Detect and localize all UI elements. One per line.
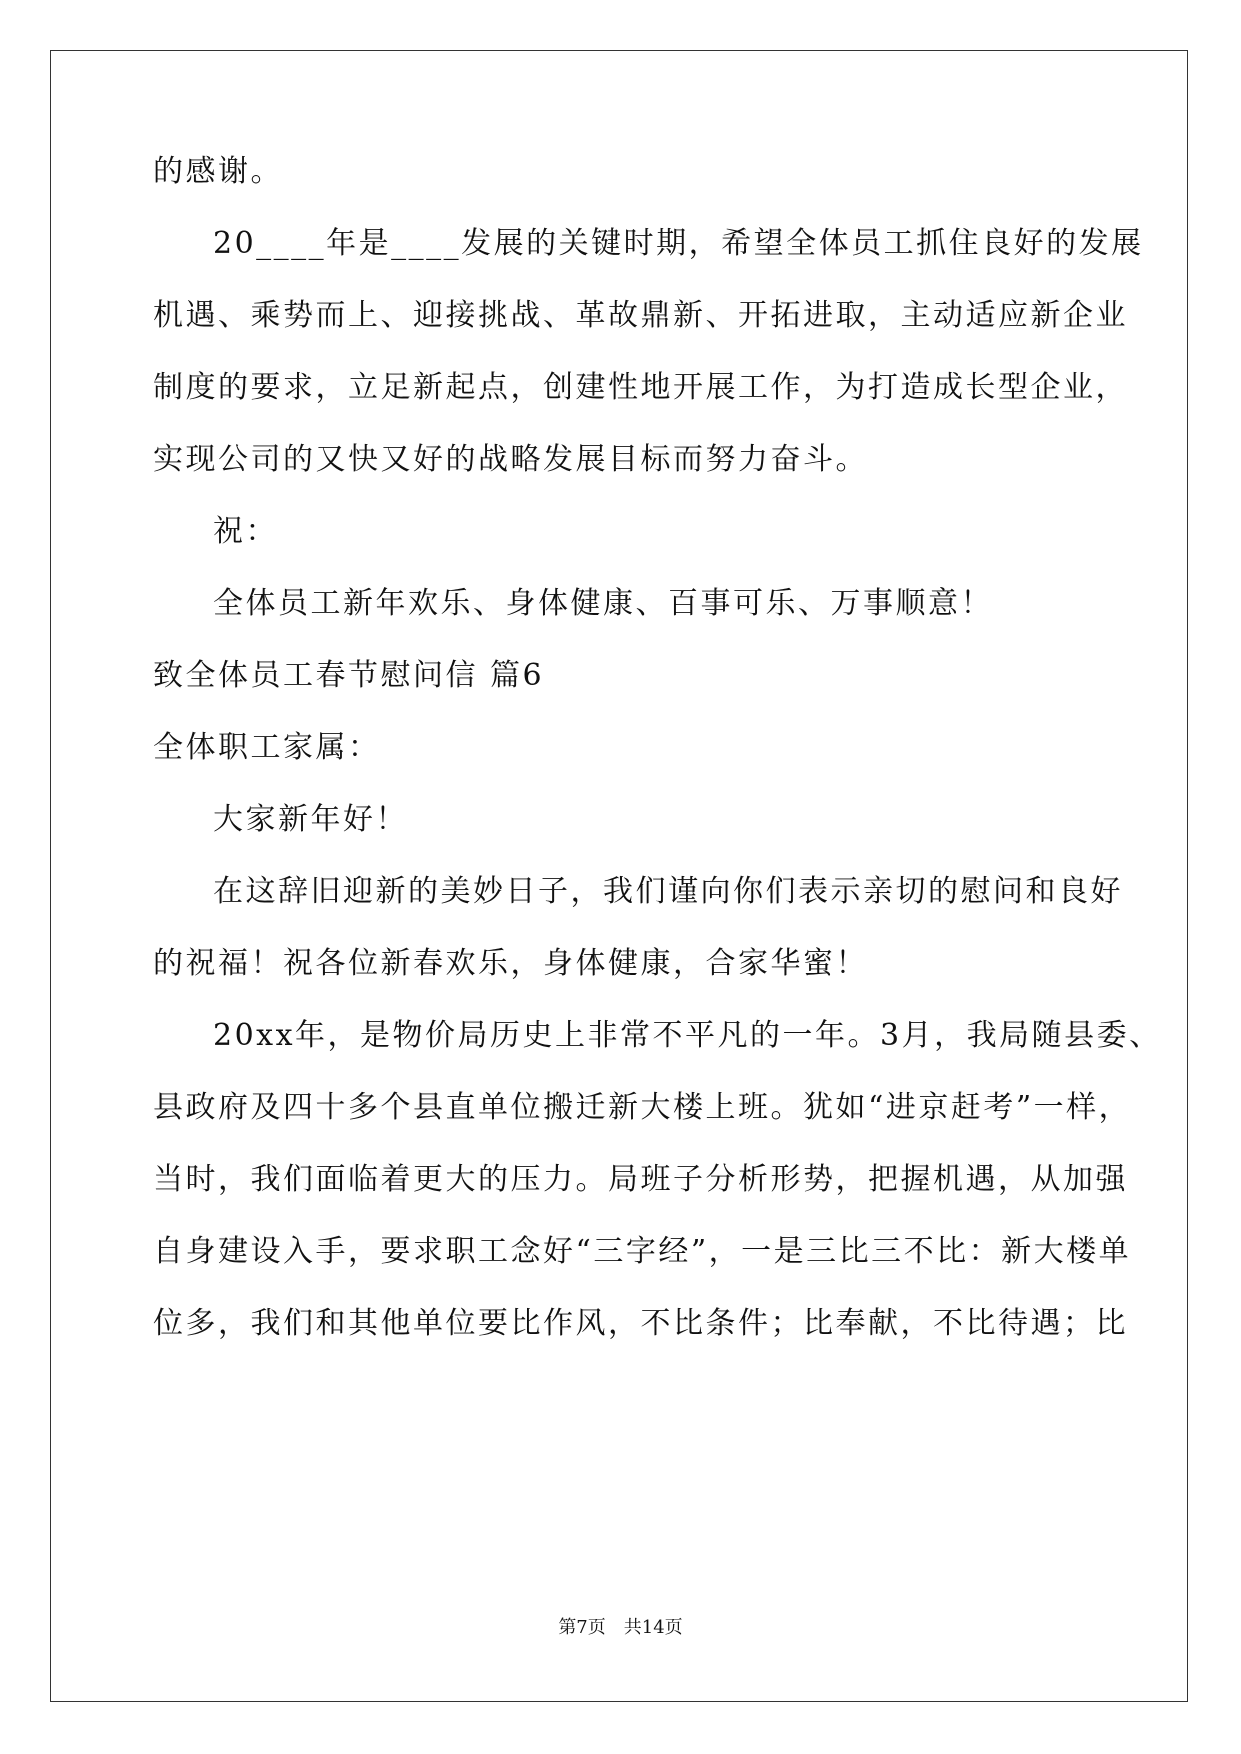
text-line: 全体员工新年欢乐、身体健康、百事可乐、万事顺意！	[213, 586, 993, 621]
text-line: 20xx年，是物价局历史上非常不平凡的一年。3月，我局随县委、	[213, 1018, 1162, 1053]
salutation: 全体职工家属：	[153, 730, 381, 765]
text-line: 当时，我们面临着更大的压力。局班子分析形势，把握机遇，从加强	[153, 1162, 1128, 1197]
text-line: 实现公司的又快又好的战略发展目标而努力奋斗。	[153, 442, 868, 477]
text-line: 20____年是____发展的关键时期，希望全体员工抓住良好的发展	[213, 226, 1144, 261]
text-line: 位多，我们和其他单位要比作风，不比条件；比奉献，不比待遇；比	[153, 1306, 1128, 1341]
text-line: 机遇、乘势而上、迎接挑战、革故鼎新、开拓进取，主动适应新企业	[153, 298, 1128, 333]
page-number: 第7页 共14页	[558, 1617, 683, 1638]
text-line: 县政府及四十多个县直单位搬迁新大楼上班。犹如“进京赶考”一样，	[153, 1090, 1132, 1125]
text-line: 制度的要求，立足新起点，创建性地开展工作，为打造成长型企业，	[153, 370, 1128, 405]
text-line: 的祝福！祝各位新春欢乐，身体健康，合家华蜜！	[153, 946, 868, 981]
section-heading: 致全体员工春节慰问信 篇6	[153, 658, 545, 693]
text-line: 自身建设入手，要求职工念好“三字经”，一是三比三不比：新大楼单	[153, 1234, 1132, 1269]
greeting: 大家新年好！	[213, 802, 408, 837]
text-line: 祝：	[213, 514, 278, 549]
text-line: 在这辞旧迎新的美妙日子，我们谨向你们表示亲切的慰问和良好	[213, 874, 1123, 909]
text-line: 的感谢。	[153, 154, 283, 189]
